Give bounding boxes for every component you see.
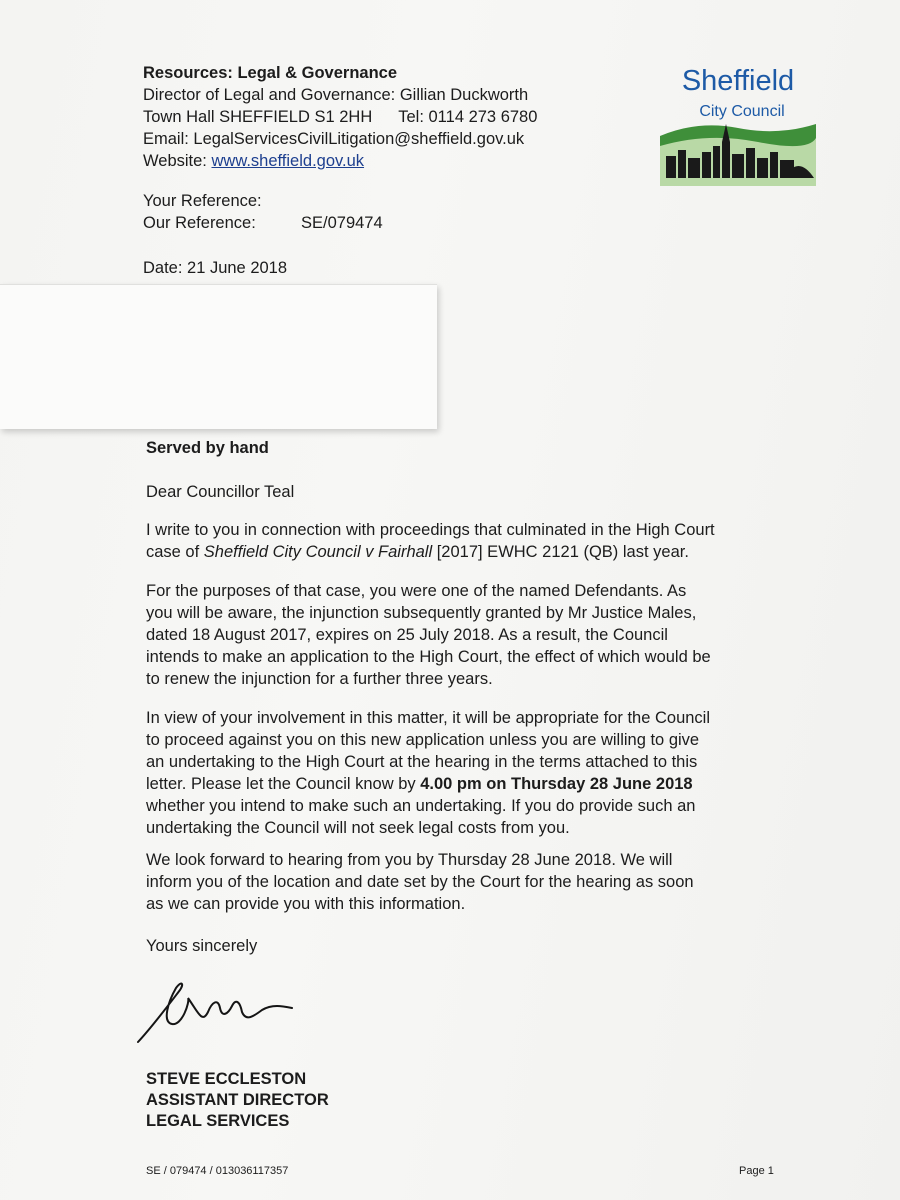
case-name: Sheffield City Council v Fairhall: [203, 543, 433, 561]
paragraph-2: [146, 580, 846, 690]
our-reference-label: Our Reference:: [143, 214, 256, 232]
logo-line2: City Council: [699, 103, 785, 120]
letter-date: Date: 21 June 2018: [143, 259, 288, 277]
signatory-department: LEGAL SERVICES: [146, 1112, 290, 1130]
paragraph-3-line: whether you intend to make such an undertaking. If you do provide such an: [146, 797, 696, 815]
logo-line1: Sheffield: [681, 65, 795, 97]
redaction-card: [0, 284, 437, 429]
paragraph-1-line: case of Sheffield City Council v Fairhall [2017] EWHC 2121 (QB) last year.: [146, 543, 689, 561]
paragraph-2-line: dated 18 August 2017, expires on 25 July 2018. As a result, the Council: [146, 626, 668, 644]
closing: Yours sincerely: [146, 937, 258, 955]
paragraph-2-line: you will be aware, the injunction subsequently granted by Mr Justice Males,: [146, 604, 697, 622]
paragraph-1: [146, 519, 846, 563]
served-by-hand: Served by hand: [146, 439, 269, 457]
paragraph-4-line: We look forward to hearing from you by Thursday 28 June 2018. We will: [146, 851, 673, 869]
paragraph-2-line: intends to make an application to the High Court, the effect of which would be: [146, 648, 711, 666]
address-line: [143, 106, 537, 128]
salutation: Dear Councillor Teal: [146, 483, 295, 501]
paragraph-2-line: to renew the injunction for a further three years.: [146, 670, 493, 688]
signatory-name: STEVE ECCLESTON: [146, 1070, 307, 1088]
director-line: Director of Legal and Governance: Gillian Duckworth: [143, 86, 529, 104]
paragraph-3-line: to proceed against you on this new application unless you are willing to give: [146, 731, 700, 749]
paragraph-4-line: inform you of the location and date set by the Court for the hearing as soon: [146, 873, 694, 891]
paragraph-2-line: For the purposes of that case, you were one of the named Defendants. As: [146, 582, 687, 600]
council-logo: [658, 58, 818, 194]
paragraph-1-line: I write to you in connection with proceedings that culminated in the High Court: [146, 521, 715, 539]
telephone: Tel: 0114 273 6780: [398, 108, 538, 126]
our-reference-value: SE/079474: [301, 214, 383, 232]
paragraph-3-line: an undertaking to the High Court at the hearing in the terms attached to this: [146, 753, 698, 771]
page-number: Page 1: [739, 1165, 774, 1177]
email-line: Email: LegalServicesCivilLitigation@sheffield.gov.uk: [143, 130, 525, 148]
paragraph-3-line: In view of your involvement in this matter, it will be appropriate for the Council: [146, 709, 711, 727]
paragraph-4: [146, 849, 846, 915]
footer-reference: SE / 079474 / 013036117357: [146, 1165, 289, 1177]
address: Town Hall SHEFFIELD S1 2HH: [143, 108, 373, 126]
letterhead: [143, 62, 537, 172]
department-name: Resources: Legal & Governance: [143, 64, 398, 82]
paragraph-3-line: undertaking the Council will not seek legal costs from you.: [146, 819, 570, 837]
paragraph-3: [146, 707, 846, 839]
deadline: 4.00 pm on Thursday 28 June 2018: [420, 775, 693, 793]
signatory-title: ASSISTANT DIRECTOR: [146, 1091, 329, 1109]
paragraph-4-line: as we can provide you with this information.: [146, 895, 466, 913]
signature: [132, 972, 307, 1052]
website-line: [143, 150, 537, 172]
references: [143, 190, 383, 234]
website-link[interactable]: www.sheffield.gov.uk: [211, 152, 365, 170]
paragraph-3-line: letter. Please let the Council know by 4.00 pm on Thursday 28 June 2018: [146, 775, 693, 793]
website-label: Website:: [143, 152, 212, 170]
skyline-icon: [658, 58, 818, 194]
signatory: [146, 1069, 846, 1132]
your-reference-label: Your Reference:: [143, 192, 262, 210]
